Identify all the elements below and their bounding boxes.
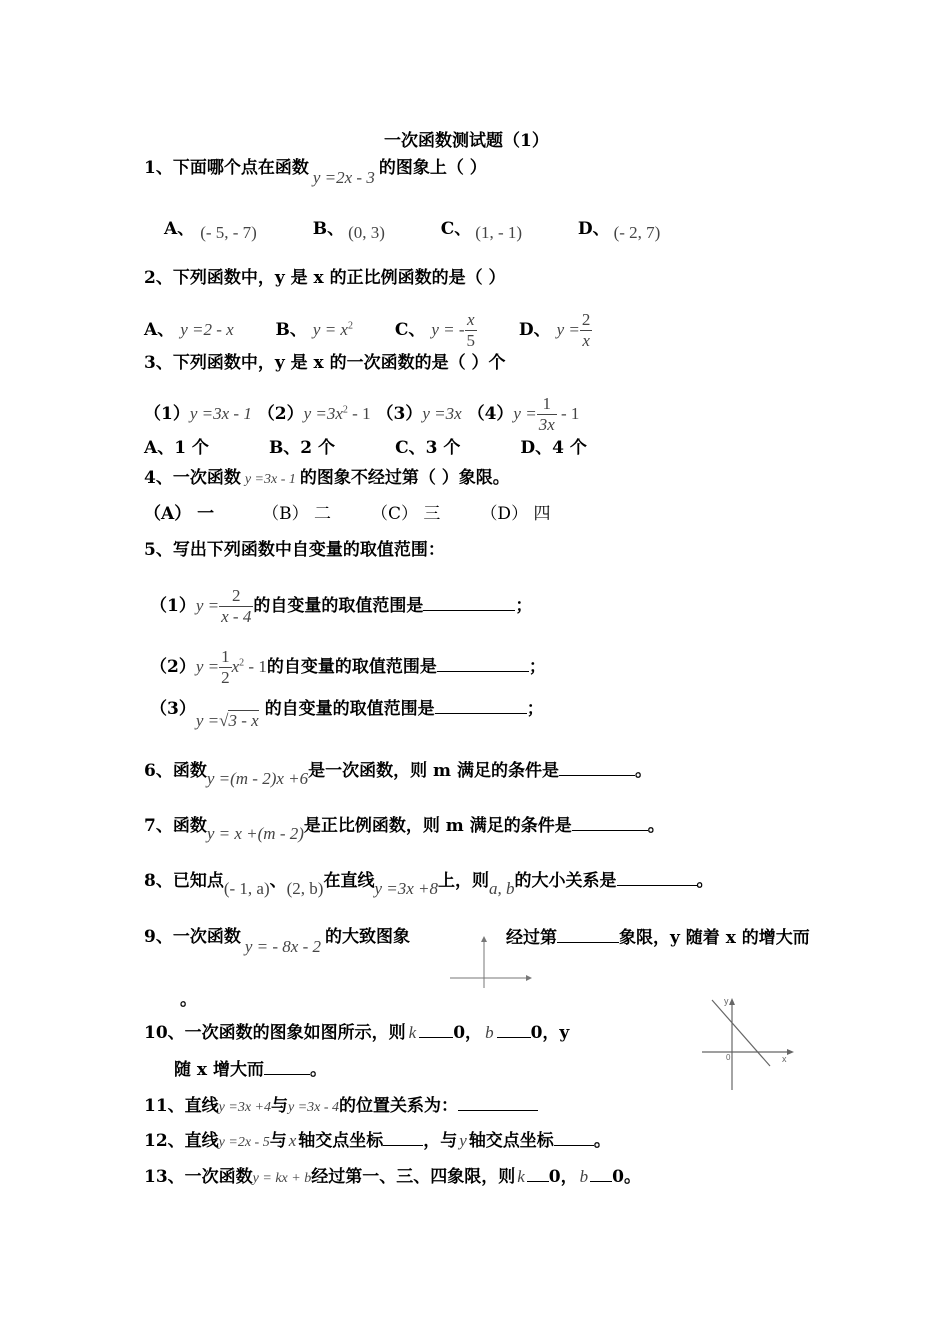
option-b[interactable]: B、2 个 — [268, 438, 336, 458]
option-a[interactable]: A、1 个 — [144, 438, 209, 458]
question-5-item-1: （1）y = $\frac{2}{x - 4}$ 的自变量的取值范围是 ； — [150, 586, 533, 626]
answer-blank[interactable] — [557, 926, 619, 943]
question-8: 8、已知点(- 1, a)、(2, b)在直线y =3x +8上，则a, b的大小关系是 。 — [144, 871, 714, 898]
option-a[interactable]: A、 y =2 - x — [144, 320, 234, 340]
answer-blank[interactable] — [264, 1058, 310, 1075]
option-a[interactable]: （A） 一 — [144, 504, 215, 524]
function-expression: y =2x - 3 — [312, 168, 375, 187]
option-c[interactable]: （C） 三 — [371, 504, 441, 524]
question-13: 13、一次函数y = kx + b经过第一、三、四象限，则 k 0， b 0。 — [144, 1167, 641, 1187]
answer-blank[interactable] — [527, 1165, 549, 1182]
question-3-items: （1）y =3x - 1 $(2)y =3x^2 - 1$ （3）y =3x （4）y = $\frac{1}{3x}$ - 1 — [144, 394, 580, 434]
option-d[interactable]: D、 y = $\frac{2}{x}$ — [518, 310, 591, 350]
option-c[interactable]: C、 y = - $\frac{x}{5}$ — [394, 310, 476, 350]
question-6: 6、函数y =(m - 2)x +6是一次函数，则 m 满足的条件是 。 — [144, 761, 652, 788]
question-10-line-2: 随 x 增大而 。 — [174, 1060, 327, 1080]
option-b[interactable]: B、 $y = x^2$ — [275, 320, 353, 340]
question-11: 11、直线y =3x +4与y =3x - 4的位置关系为： — [144, 1094, 538, 1119]
origin-label: 0 — [726, 1053, 731, 1062]
option-c[interactable]: C、3 个 — [395, 438, 461, 458]
answer-blank[interactable] — [497, 1021, 531, 1038]
answer-blank[interactable] — [437, 655, 529, 672]
answer-blank[interactable] — [458, 1094, 538, 1111]
page-title: 一次函数测试题（1） — [384, 131, 549, 151]
question-5-item-2: （2）y = $\frac{1}{2}$ $x^2 - 1$的自变量的取值范围是 ； — [150, 647, 546, 687]
question-2: 2、下列函数中，y 是 x 的正比例函数的是（ ） — [144, 268, 506, 288]
q9-axes-sketch — [446, 936, 532, 990]
option-d[interactable]: D、 (- 2, 7) — [577, 219, 661, 242]
answer-blank[interactable] — [554, 1129, 594, 1146]
question-9-continued: 经过第 象限，y 随着 x 的增大而 — [506, 928, 810, 948]
question-4: 4、一次函数 y =3x - 1 的图象不经过第（ ）象限。 — [144, 468, 510, 488]
question-5: 5、写出下列函数中自变量的取值范围： — [144, 540, 445, 560]
answer-blank[interactable] — [572, 814, 648, 831]
option-d[interactable]: （D） 四 — [480, 504, 551, 524]
answer-blank[interactable] — [383, 1129, 423, 1146]
option-a[interactable]: A、 (- 5, - 7) — [164, 219, 257, 242]
answer-blank[interactable] — [590, 1165, 612, 1182]
answer-blank[interactable] — [559, 759, 635, 776]
question-9: 9、一次函数 y = - 8x - 2 的大致图象 — [144, 927, 410, 956]
x-axis-label: x — [782, 1054, 787, 1064]
q10-line-graph — [700, 994, 796, 1092]
question-2-options — [144, 310, 592, 351]
question-1: 1、下面哪个点在函数 y =2x - 3 的图象上（ ） — [144, 158, 487, 187]
question-12: 12、直线y =2x - 5与 x 轴交点坐标 ，与 y 轴交点坐标 。 — [144, 1131, 611, 1151]
question-10: 10、一次函数的图象如图所示，则 k 0， b 0，y — [144, 1023, 570, 1043]
option-b[interactable]: B、 (0, 3) — [312, 219, 385, 242]
option-c[interactable]: C、 (1, - 1) — [440, 219, 523, 242]
question-5-item-3: （3）y =√3 - x的自变量的取值范围是 ； — [150, 699, 544, 730]
answer-blank[interactable] — [423, 594, 515, 611]
question-9-end: 。 — [180, 990, 197, 1010]
answer-blank[interactable] — [617, 869, 697, 886]
question-7: 7、函数y = x +(m - 2)是正比例函数，则 m 满足的条件是 。 — [144, 816, 665, 843]
question-3: 3、下列函数中，y 是 x 的一次函数的是（ ）个 — [144, 353, 506, 373]
question-3-options — [144, 437, 587, 459]
question-1-options — [164, 218, 660, 240]
answer-blank[interactable] — [435, 697, 527, 714]
question-4-options — [144, 503, 550, 525]
option-b[interactable]: （B） 二 — [262, 504, 332, 524]
y-axis-label: y — [724, 996, 729, 1006]
option-d[interactable]: D、4 个 — [520, 438, 587, 458]
answer-blank[interactable] — [419, 1021, 453, 1038]
